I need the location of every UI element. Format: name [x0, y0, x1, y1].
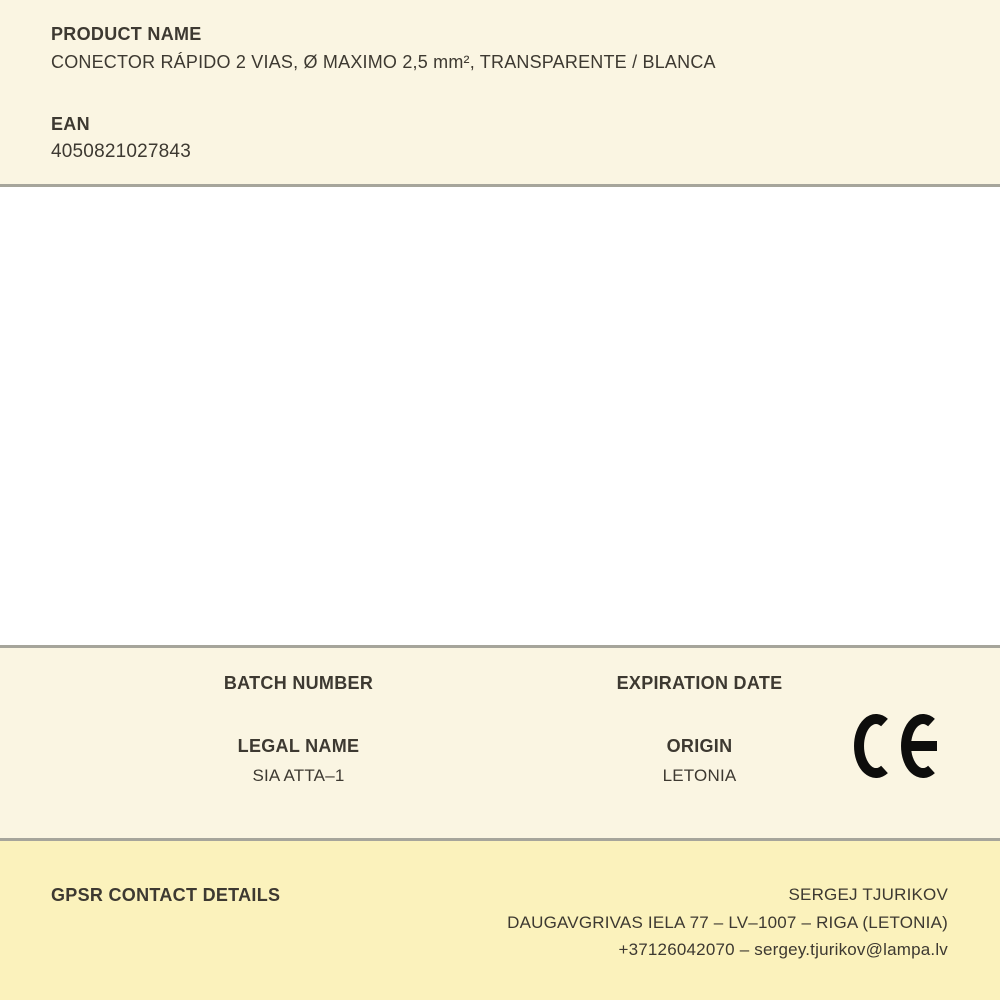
product-header-section [0, 0, 1000, 184]
ean-field [51, 112, 948, 164]
details-section [0, 648, 1000, 838]
origin-field [499, 734, 900, 790]
ean-label: EAN [51, 114, 90, 134]
product-name-label: PRODUCT NAME [51, 24, 202, 44]
product-name-value: CONECTOR RÁPIDO 2 VIAS, Ø MAXIMO 2,5 mm², TRANSPARENTE / BLANCA [51, 52, 716, 72]
origin-label: ORIGIN [666, 735, 733, 756]
batch-number-field [98, 671, 499, 700]
legal-name-label: LEGAL NAME [237, 735, 360, 756]
contact-address: DAUGAVGRIVAS IELA 77 – LV–1007 – RIGA (LETONIA) [507, 912, 948, 932]
expiration-date-field [499, 671, 900, 700]
gpsr-contact-block [507, 881, 948, 964]
expiration-date-label: EXPIRATION DATE [616, 673, 783, 693]
gpsr-footer-section [0, 841, 1000, 1000]
contact-phone-email: +37126042070 – sergey.tjurikov@lampa.lv [618, 940, 948, 959]
contact-name: SERGEJ TJURIKOV [788, 885, 948, 904]
ce-mark-icon [854, 713, 942, 779]
details-row-1 [98, 671, 900, 700]
ean-value: 4050821027843 [51, 141, 191, 162]
gpsr-contact-label: GPSR CONTACT DETAILS [51, 885, 281, 905]
origin-value: LETONIA [662, 766, 737, 785]
legal-name-value: SIA ATTA–1 [252, 766, 345, 785]
details-row-2 [98, 734, 900, 790]
batch-number-label: BATCH NUMBER [223, 673, 374, 693]
product-image-area [0, 187, 1000, 645]
product-name-field [51, 22, 948, 74]
legal-name-field [98, 734, 499, 790]
